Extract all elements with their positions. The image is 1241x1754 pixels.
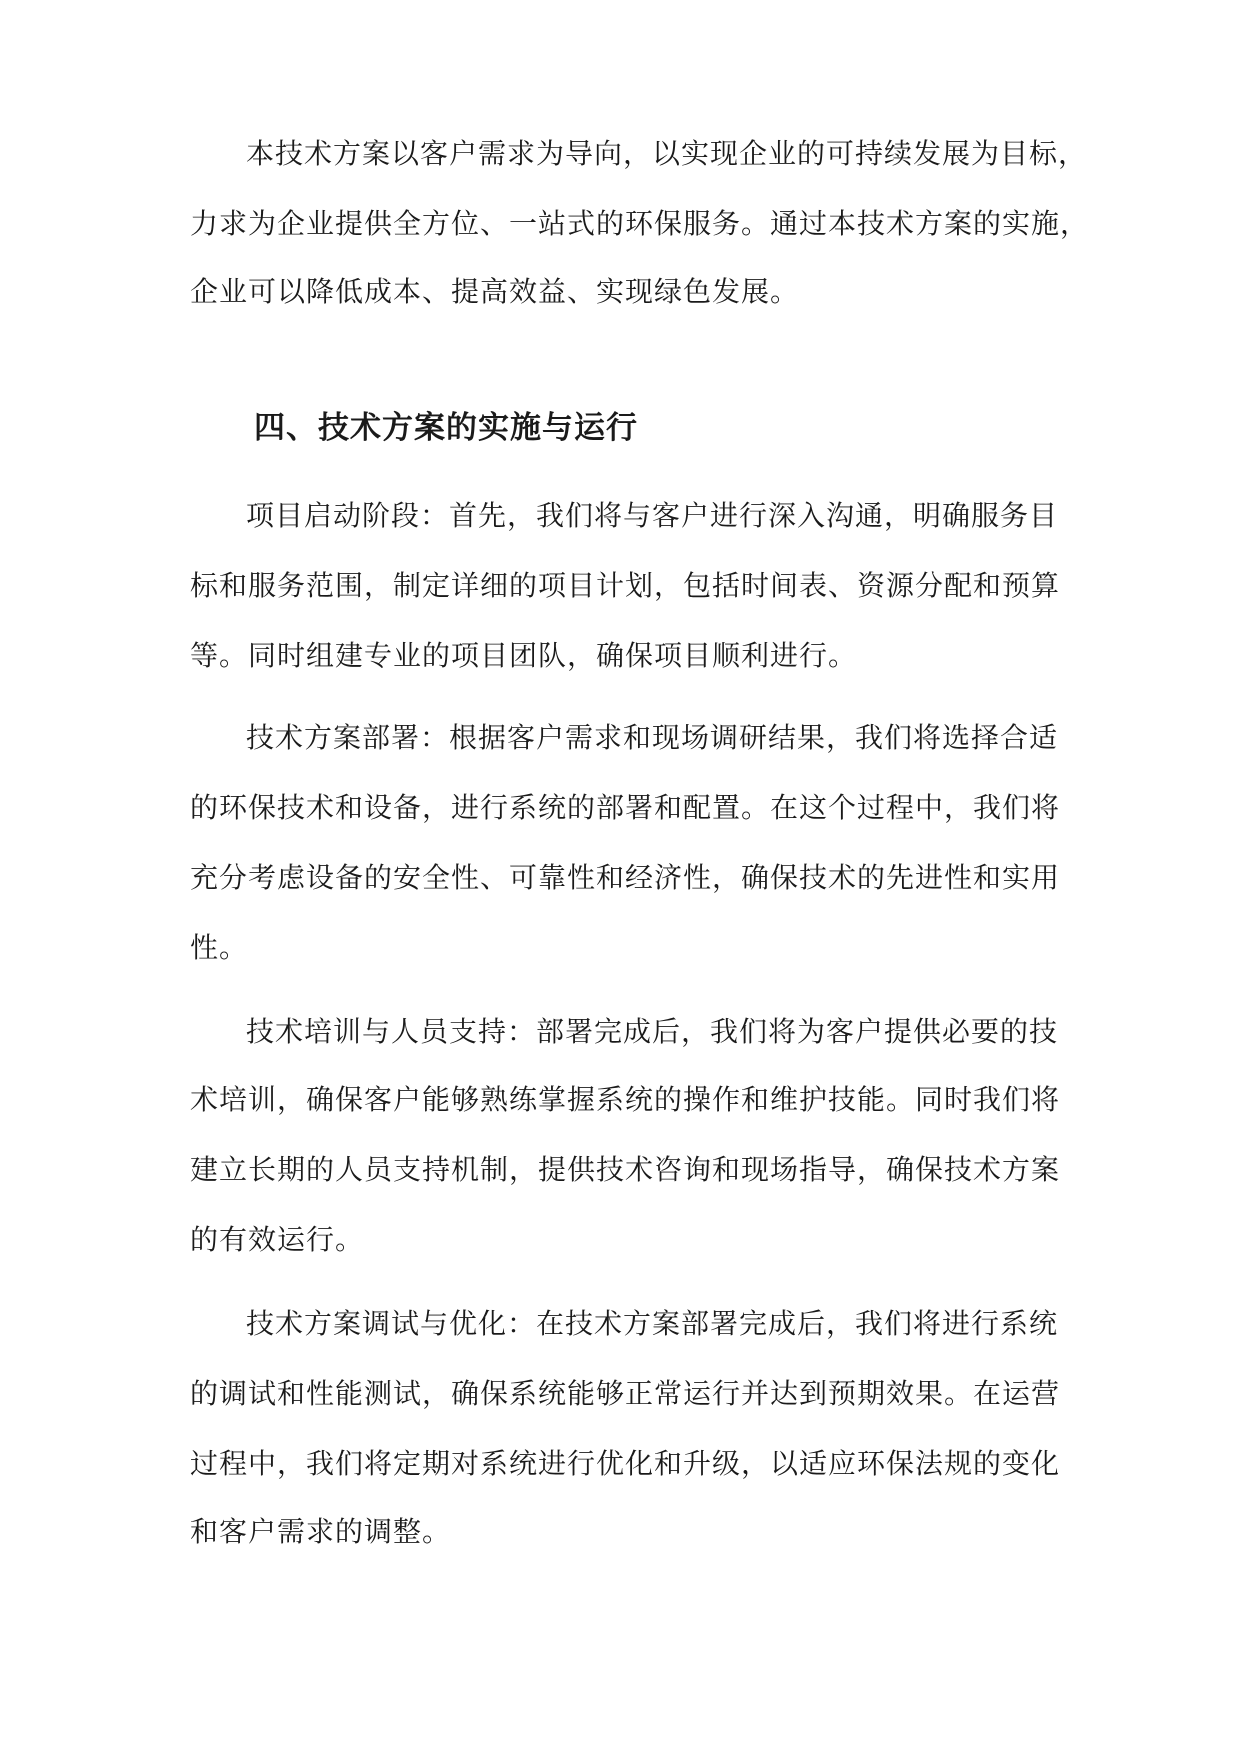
paragraph-line: 建立长期的人员支持机制，提供技术咨询和现场指导，确保技术方案 (190, 1153, 1061, 1186)
paragraph-line: 技术培训与人员支持：部署完成后，我们将为客户提供必要的技 (246, 1015, 1059, 1048)
paragraph-line: 充分考虑设备的安全性、可靠性和经济性，确保技术的先进性和实用 (190, 861, 1061, 894)
paragraph-line: 企业可以降低成本、提高效益、实现绿色发展。 (190, 275, 800, 308)
paragraph-line: 技术方案调试与优化：在技术方案部署完成后，我们将进行系统 (246, 1307, 1059, 1340)
paragraph-line: 性。 (190, 931, 249, 964)
paragraph-line: 过程中，我们将定期对系统进行优化和升级，以适应环保法规的变化 (190, 1447, 1061, 1480)
paragraph-line: 和客户需求的调整。 (190, 1515, 452, 1548)
paragraph-line: 术培训，确保客户能够熟练掌握系统的操作和维护技能。同时我们将 (190, 1083, 1061, 1116)
paragraph-line: 的有效运行。 (190, 1223, 365, 1256)
section-heading: 四、技术方案的实施与运行 (254, 410, 638, 446)
paragraph-line: 标和服务范围，制定详细的项目计划，包括时间表、资源分配和预算 (190, 569, 1061, 602)
paragraph-line: 等。同时组建专业的项目团队，确保项目顺利进行。 (190, 639, 858, 672)
paragraph-line: 项目启动阶段：首先，我们将与客户进行深入沟通，明确服务目 (246, 499, 1059, 532)
paragraph-line: 的调试和性能测试，确保系统能够正常运行并达到预期效果。在运营 (190, 1377, 1061, 1410)
paragraph-line: 力求为企业提供全方位、一站式的环保服务。通过本技术方案的实施， (190, 207, 1090, 240)
paragraph-line: 的环保技术和设备，进行系统的部署和配置。在这个过程中，我们将 (190, 791, 1061, 824)
paragraph-line: 本技术方案以客户需求为导向，以实现企业的可持续发展为目标， (246, 137, 1088, 170)
paragraph-line: 技术方案部署：根据客户需求和现场调研结果，我们将选择合适 (246, 721, 1059, 754)
